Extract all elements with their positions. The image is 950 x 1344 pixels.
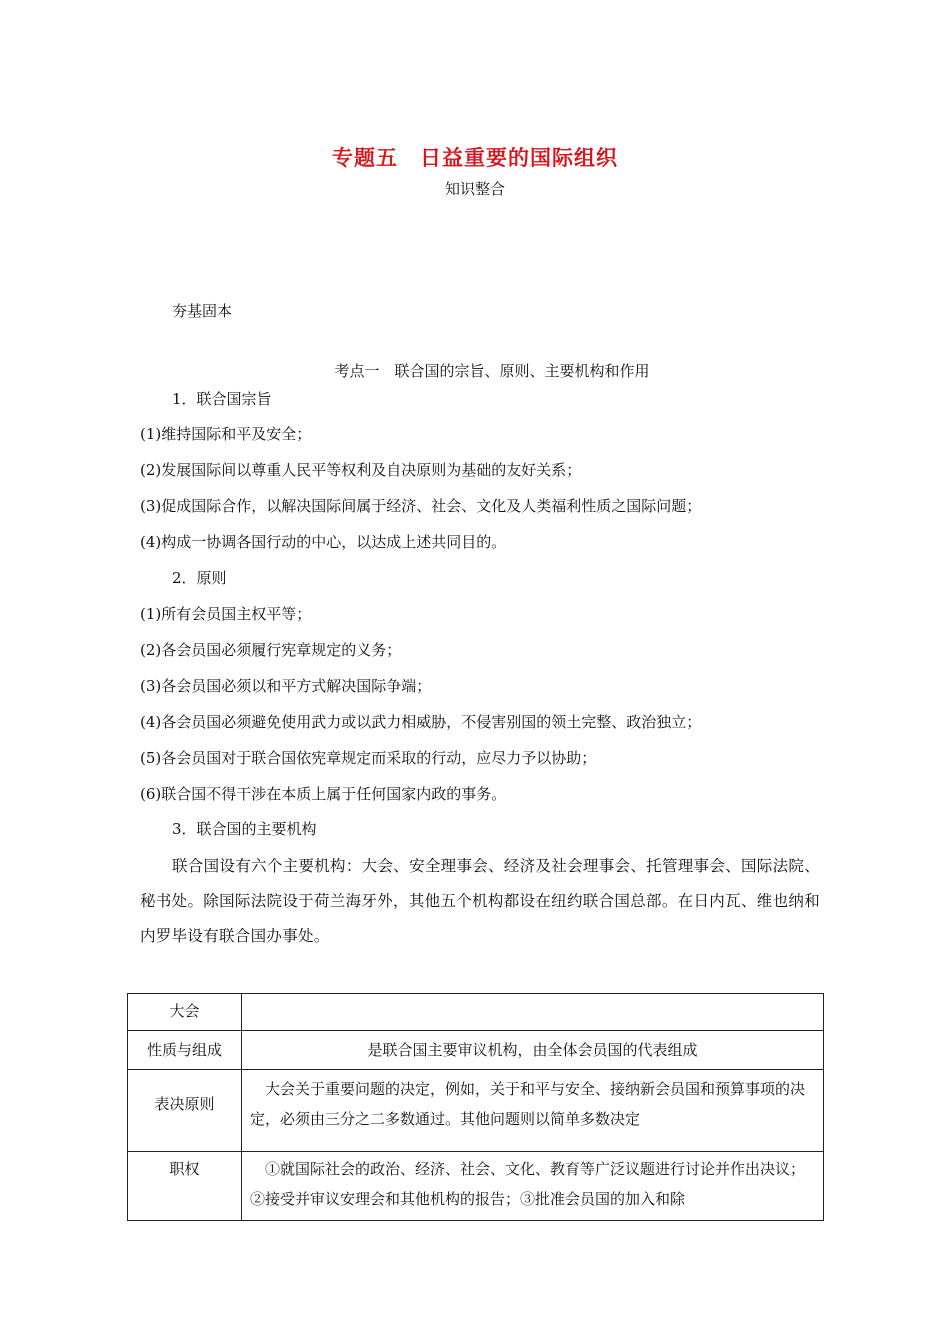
row-label: 表决原则 (128, 1070, 242, 1152)
table-row (128, 1070, 824, 1152)
principle-item: (3)各会员国必须以和平方式解决国际争端； (140, 677, 432, 695)
table-row (128, 994, 824, 1031)
row-label: 职权 (128, 1152, 242, 1221)
purpose-item: (3)促成国际合作，以解决国际间属于经济、社会、文化及人类福利性质之国际问题； (140, 497, 702, 515)
organs-heading: 3．联合国的主要机构 (172, 820, 317, 838)
table-empty-cell (242, 994, 824, 1031)
row-content: 大会关于重要问题的决定，例如，关于和平与安全、接纳新会员国和预算事项的决定，必须由三分之二多数通过。其他问题则以简单多数决定 (242, 1070, 824, 1152)
organs-paragraph: 联合国设有六个主要机构：大会、安全理事会、经济及社会理事会、托管理事会、国际法院、秘书处。除国际法院设于荷兰海牙外，其他五个机构都设在纽约联合国总部。在日内瓦、维也纳和内罗毕设有联合国办事处。 (140, 857, 820, 945)
topic-heading: 考点一 联合国的宗旨、原则、主要机构和作用 (334, 362, 650, 380)
principles-heading: 2．原则 (172, 569, 227, 587)
purpose-item: (4)构成一协调各国行动的中心，以达成上述共同目的。 (140, 533, 507, 551)
row-label: 性质与组成 (128, 1031, 242, 1070)
principle-item: (4)各会员国必须避免使用武力或以武力相威胁，不侵害别国的领土完整、政治独立； (140, 713, 702, 731)
purposes-heading: 1．联合国宗旨 (172, 390, 272, 408)
table-row (128, 1152, 824, 1221)
principle-item: (5)各会员国对于联合国依宪章规定而采取的行动，应尽力予以协助； (140, 749, 597, 767)
row-content: 是联合国主要审议机构，由全体会员国的代表组成 (242, 1031, 824, 1070)
section-label: 夯基固本 (172, 302, 233, 320)
table-header-cell: 大会 (128, 994, 242, 1031)
principle-item: (6)联合国不得干涉在本质上属于任何国家内政的事务。 (140, 785, 507, 803)
purpose-item: (2)发展国际间以尊重人民平等权利及自决原则为基础的友好关系； (140, 461, 582, 479)
row-content: ①就国际社会的政治、经济、社会、文化、教育等广泛议题进行讨论并作出决议；②接受并审议安理会和其他机构的报告；③批准会员国的加入和除 (242, 1152, 824, 1221)
page-subtitle: 知识整合 (444, 180, 505, 198)
general-assembly-table (127, 993, 824, 1221)
purpose-item: (1)维持国际和平及安全； (140, 425, 312, 443)
table-row (128, 1031, 824, 1070)
principle-item: (2)各会员国必须履行宪章规定的义务； (140, 641, 402, 659)
page-title: 专题五 日益重要的国际组织 (332, 146, 618, 170)
principle-item: (1)所有会员国主权平等； (140, 605, 312, 623)
